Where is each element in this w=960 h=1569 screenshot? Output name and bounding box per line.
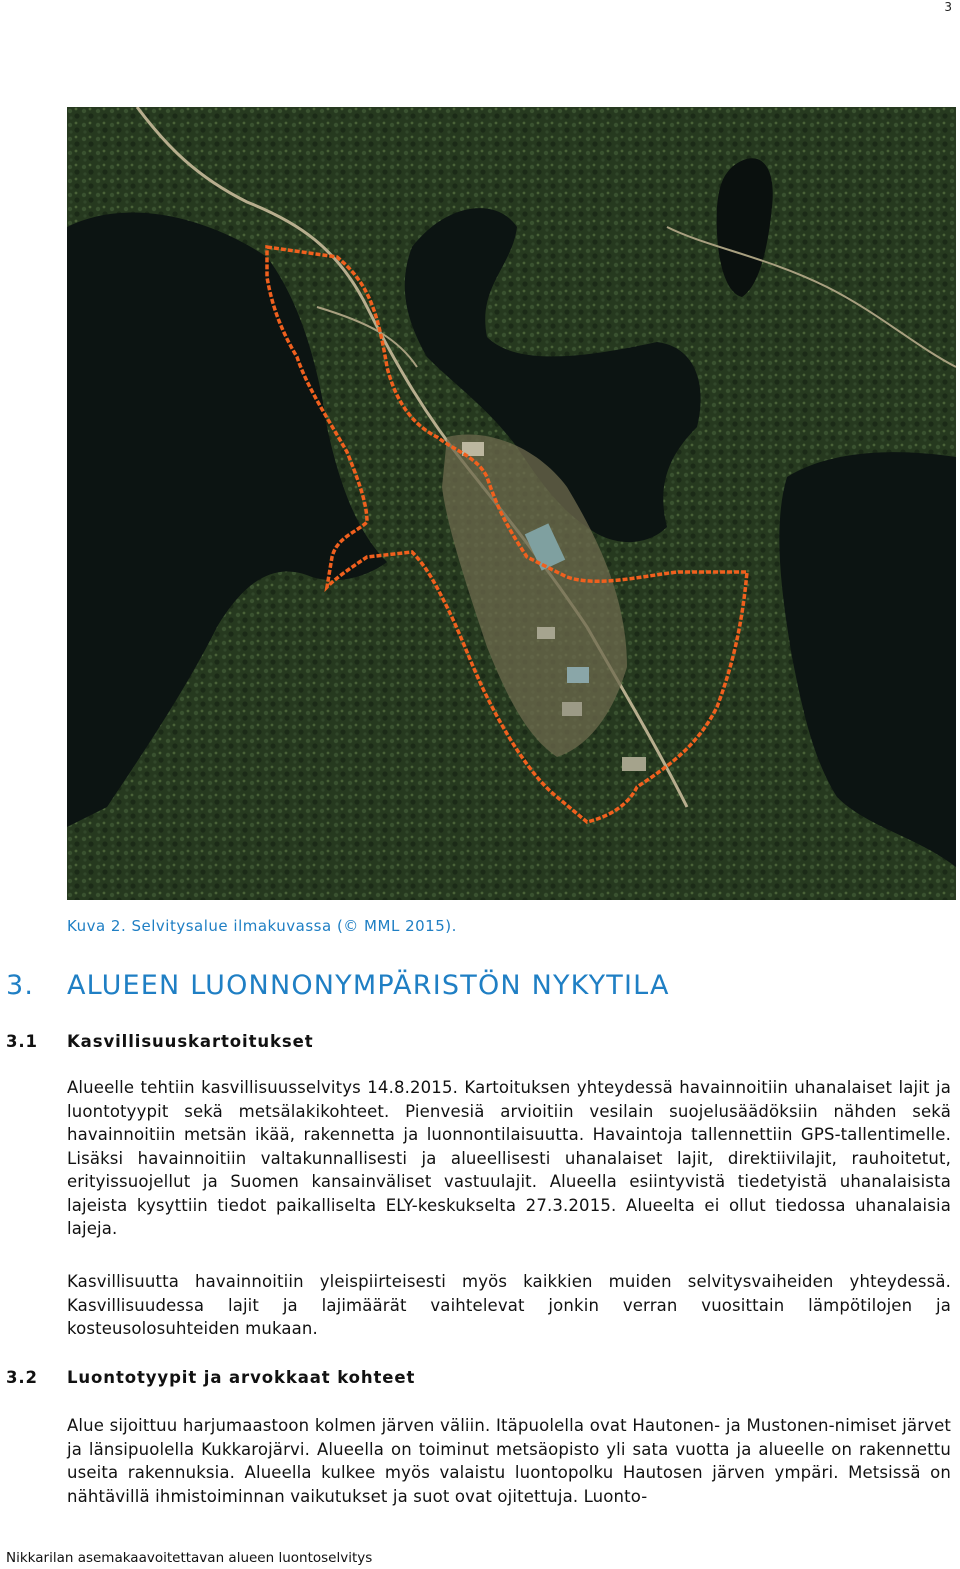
building [562, 702, 582, 716]
page-number: 3 [944, 0, 952, 14]
building [537, 627, 555, 639]
page-footer: Nikkarilan asemakaavoitettavan alueen luontoselvitys [6, 1550, 373, 1566]
section-3-title: ALUEEN LUONNONYMPÄRISTÖN NYKYTILA [67, 970, 670, 1001]
section-3-1-number: 3.1 [6, 1032, 38, 1051]
section-3-1-paragraph-1: Alueelle tehtiin kasvillisuusselvitys 14.8.2015. Kartoituksen yhteydessä havainnoitiin uhanalaiset lajit ja luontotyypit sekä metsälakikohteet. Pienvesiä arvioitiin vesilain suojelusäädöksiin nähden sekä havainnoitiin metsän ikää, rakennetta ja luonnontilaisuutta. Havaintoja tallennettiin GPS-tallentimelle. Lisäksi havainnoitiin valtakunnallisesti ja alueellisesti uhanalaiset lajit, direktiivilajit, rauhoitetut, erityissuojellut ja Suomen kansainväliset vastuulajit. Alueella esiintyvistä tiedetyistä uhanalaisista lajeista kysyttiin tiedot paikalliselta ELY-keskukselta 27.3.2015. Alueelta ei ollut tiedossa uhanalaisia lajeja. [67, 1078, 951, 1238]
building [567, 667, 589, 683]
section-3-2-title: Luontotyypit ja arvokkaat kohteet [67, 1368, 416, 1387]
section-3-1-heading [6, 1032, 314, 1051]
section-3-2-number: 3.2 [6, 1368, 38, 1387]
section-3-2-heading [6, 1368, 415, 1387]
section-3-heading [6, 970, 670, 1001]
aerial-photo [67, 107, 956, 900]
figure-caption: Kuva 2. Selvitysalue ilmakuvassa (© MML 2015). [67, 917, 457, 935]
building [622, 757, 646, 771]
section-3-number: 3. [6, 970, 35, 1001]
section-3-2-paragraph-1: Alue sijoittuu harjumaastoon kolmen järven väliin. Itäpuolella ovat Hautonen- ja Mustonen-nimiset järvet ja länsipuolella Kukkarojärvi. Alueella on toiminut metsäopisto yli sata vuotta ja alueelle on rakennettu useita rakennuksia. Alueella kulkee myös valaistu luontopolku Hautosen järven ympäri. Metsissä on nähtävillä ihmistoiminnan vaikutukset ja suot ovat ojitettuja. Luonto- [67, 1416, 951, 1506]
section-3-1-paragraph-2: Kasvillisuutta havainnoitiin yleispiirteisesti myös kaikkien muiden selvitysvaiheiden yhteydessä. Kasvillisuudessa lajit ja lajimäärät vaihtelevat jonkin verran vuosittain lämpötilojen ja kosteusolosuhteiden mukaan. [67, 1272, 951, 1338]
section-3-1-title: Kasvillisuuskartoitukset [67, 1032, 314, 1051]
